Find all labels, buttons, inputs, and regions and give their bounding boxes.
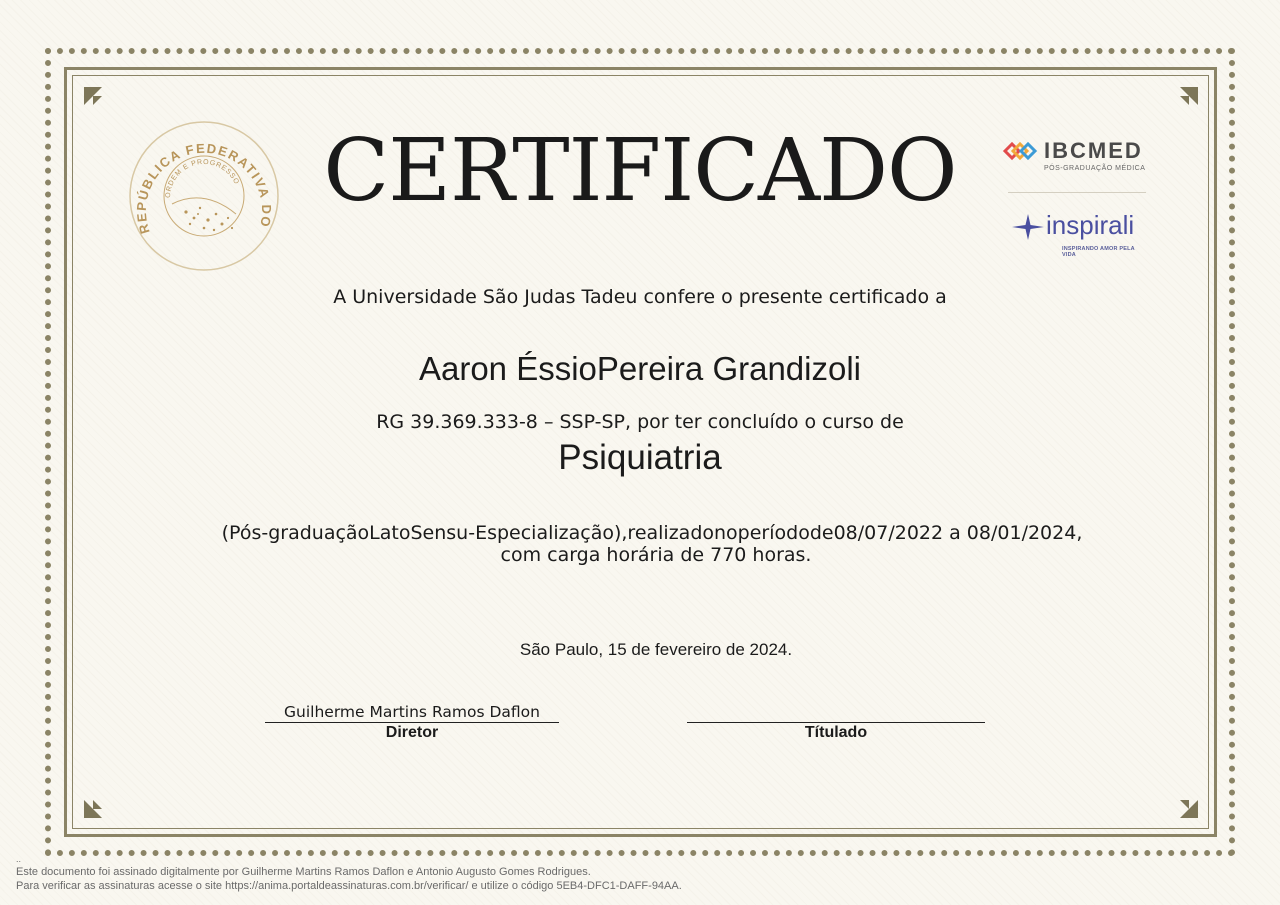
certificate-title: CERTIFICADO: [323, 121, 957, 221]
corner-ornament-bottom-right: [1180, 800, 1198, 818]
corner-ornament-top-right: [1180, 87, 1198, 105]
period-line: (Pós-graduaçãoLatoSensu-Especialização),realizadonoperíodode08/07/2022 a 08/01/2024,: [221, 522, 1083, 544]
signature-line: [687, 722, 985, 723]
intro-text: A Universidade São Judas Tadeu confere o presente certificado a: [333, 286, 947, 308]
inspirali-tagline: INSPIRANDO AMOR PELA VIDA: [1062, 246, 1135, 258]
corner-ornament-top-left: [84, 87, 102, 105]
signer-name: [687, 703, 985, 722]
logo-divider: [1008, 192, 1146, 193]
inspirali-name: inspirali: [1046, 210, 1135, 240]
corner-ornament-bottom-left: [84, 800, 102, 818]
course-name: Psiquiatria: [558, 438, 722, 477]
footer-dots: ..: [16, 854, 22, 864]
signer-name: Guilherme Martins Ramos Daflon: [284, 703, 540, 721]
recipient-name: Aaron ÉssioPereira Grandizoli: [418, 350, 862, 387]
svg-text:ORDEM E PROGRESSO: ORDEM E PROGRESSO: [164, 158, 241, 199]
ibcmed-tagline: PÓS-GRADUAÇÃO MÉDICA: [1044, 165, 1146, 172]
signer-role: Diretor: [385, 724, 439, 741]
rg-line: RG 39.369.333-8 – SSP-SP, por ter concluído o curso de: [376, 411, 904, 433]
ibcmed-mark-icon: [1002, 138, 1038, 164]
signer-role: Títulado: [804, 724, 868, 741]
svg-text:REPÚBLICA FEDERATIVA DO BRASIL: REPÚBLICA FEDERATIVA DO: [133, 140, 275, 236]
hours-line: com carga horária de 770 horas.: [500, 544, 812, 566]
footer-verification-note: Para verificar as assinaturas acesse o site https://anima.portaldeassinaturas.com.br/verificar/ e utilize o código 5EB4-DFC1-DAFF-94AA.: [16, 880, 682, 892]
ibcmed-name: IBCMED: [1044, 138, 1143, 163]
signature-director: [265, 703, 559, 742]
signature-titulado: [687, 703, 985, 742]
footer-signature-note: Este documento foi assinado digitalmente por Guilherme Martins Ramos Daflon e Antonio Augusto Gomes Rodrigues.: [16, 866, 591, 878]
place-date: São Paulo, 15 de fevereiro de 2024.: [519, 640, 793, 659]
inspirali-star-icon: [1010, 212, 1046, 242]
signature-line: [265, 722, 559, 723]
